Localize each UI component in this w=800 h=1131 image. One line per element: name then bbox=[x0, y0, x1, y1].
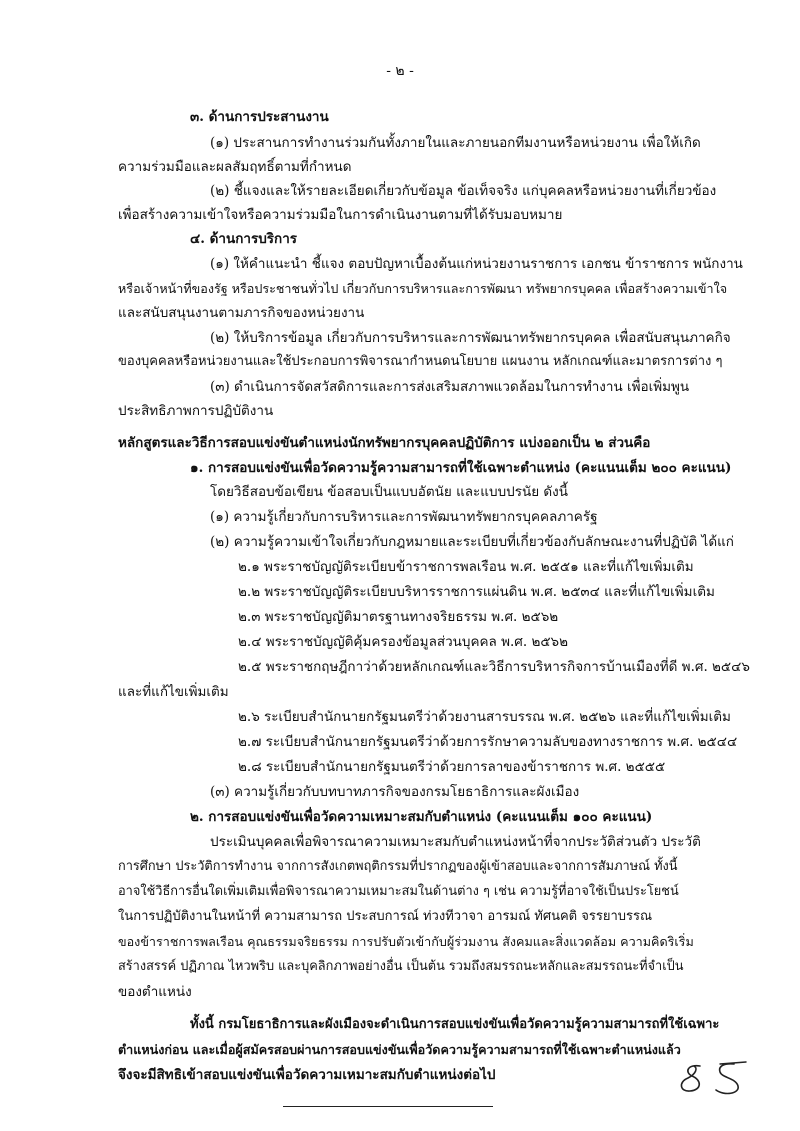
part-2-line: อาจใช้วิธีการอื่นใดเพิ่มเติมเพื่อพิจารณาความเหมาะสมในด้านต่าง ๆ เช่น ความรู้ที่อาจใช้เป็นประโยชน์ bbox=[118, 884, 679, 899]
handwritten-mark bbox=[676, 1058, 754, 1098]
part-1-item: (๓) ความรู้เกี่ยวกับบทบาทภารกิจของกรมโยธาธิการและผังเมือง bbox=[210, 784, 580, 800]
section-4-line: ประสิทธิภาพการปฏิบัติงาน bbox=[118, 403, 274, 419]
section-4-line: (๒) ให้บริการข้อมูล เกี่ยวกับการบริหารและการพัฒนาทรัพยากรบุคคล เพื่อสนับสนุนภาคกิจ bbox=[210, 330, 731, 346]
section-3-line: เพื่อสร้างความเข้าใจหรือความร่วมมือในการดำเนินงานตามที่ได้รับมอบหมาย bbox=[118, 207, 563, 223]
part-1-item: (๑) ความรู้เกี่ยวกับการบริหารและการพัฒนาทรัพยากรบุคคลภาครัฐ bbox=[210, 509, 598, 525]
law-item: ๒.๓ พระราชบัญญัติมาตรฐานทางจริยธรรม พ.ศ. ๒๕๖๒ bbox=[238, 609, 559, 625]
part-2-line: ประเมินบุคคลเพื่อพิจารณาความเหมาะสมกับตำแหน่งหน้าที่จากประวัติส่วนตัว ประวัติ bbox=[210, 834, 701, 850]
part-1-method: โดยวิธีสอบข้อเขียน ข้อสอบเป็นแบบอัตนัย และแบบปรนัย ดังนี้ bbox=[210, 484, 568, 500]
section-4-title: ๔. ด้านการบริการ bbox=[190, 231, 298, 247]
law-item: ๒.๕ พระราชกฤษฎีกาว่าด้วยหลักเกณฑ์และวิธีการบริหารกิจการบ้านเมืองที่ดี พ.ศ. ๒๕๔๖ bbox=[238, 659, 750, 675]
law-item: และที่แก้ไขเพิ่มเติม bbox=[118, 684, 229, 700]
law-item: ๒.๗ ระเบียบสำนักนายกรัฐมนตรีว่าด้วยการรักษาความลับของทางราชการ พ.ศ. ๒๕๔๔ bbox=[238, 734, 738, 750]
part-1-title: ๑. การสอบแข่งขันเพื่อวัดความรู้ความสามารถที่ใช้เฉพาะตำแหน่ง (คะแนนเต็ม ๒๐๐ คะแนน) bbox=[190, 460, 732, 476]
section-3-line: (๒) ชี้แจงและให้รายละเอียดเกี่ยวกับข้อมูล ข้อเท็จจริง แก่บุคคลหรือหน่วยงานที่เกี่ยวข้อง bbox=[210, 183, 717, 199]
law-item: ๒.๖ ระเบียบสำนักนายกรัฐมนตรีว่าด้วยงานสารบรรณ พ.ศ. ๒๕๒๖ และที่แก้ไขเพิ่มเติม bbox=[238, 709, 731, 725]
section-4-line: (๑) ให้คำแนะนำ ชี้แจง ตอบปัญหาเบื้องต้นแก่หน่วยงานราชการ เอกชน ข้าราชการ พนักงาน bbox=[210, 256, 743, 272]
closing-line: ตำแหน่งก่อน และเมื่อผู้สมัครสอบผ่านการสอบแข่งขันเพื่อวัดความรู้ความสามารถที่ใช้เฉพาะตำแหน่งแล้ว bbox=[118, 1042, 681, 1057]
law-item: ๒.๘ ระเบียบสำนักนายกรัฐมนตรีว่าด้วยการลาของข้าราชการ พ.ศ. ๒๕๕๕ bbox=[238, 759, 666, 775]
law-item: ๒.๒ พระราชบัญญัติระเบียบบริหารราชการแผ่นดิน พ.ศ. ๒๕๓๔ และที่แก้ไขเพิ่มเติม bbox=[238, 584, 715, 600]
section-4-line: ของบุคคลหรือหน่วยงานและใช้ประกอบการพิจารณากำหนดนโยบาย แผนงาน หลักเกณฑ์และมาตรการต่าง ๆ bbox=[118, 354, 723, 369]
law-item: ๒.๔ พระราชบัญญัติคุ้มครองข้อมูลส่วนบุคคล พ.ศ. ๒๕๖๒ bbox=[238, 634, 569, 650]
section-4-line: (๓) ดำเนินการจัดสวัสดิการและการส่งเสริมสภาพแวดล้อมในการทำงาน เพื่อเพิ่มพูน bbox=[210, 379, 690, 395]
page-number: - ๒ - bbox=[386, 63, 414, 79]
law-item: ๒.๑ พระราชบัญญัติระเบียบข้าราชการพลเรือน พ.ศ. ๒๕๕๑ และที่แก้ไขเพิ่มเติม bbox=[238, 559, 694, 575]
closing-line: จึงจะมีสิทธิเข้าสอบแข่งขันเพื่อวัดความเหมาะสมกับตำแหน่งต่อไป bbox=[118, 1067, 496, 1083]
curriculum-heading: หลักสูตรและวิธีการสอบแข่งขันตำแหน่งนักทรัพยากรบุคคลปฏิบัติการ แบ่งออกเป็น ๒ ส่วนคือ bbox=[118, 435, 651, 451]
section-4-line: หรือเจ้าหน้าที่ของรัฐ หรือประชาชนทั่วไป เกี่ยวกับการบริหารและการพัฒนา ทรัพยากรบุคคล เพื่อสร้างความเข้าใจ bbox=[118, 281, 728, 296]
part-2-line: ของตำแหน่ง bbox=[118, 984, 192, 1000]
part-1-item: (๒) ความรู้ความเข้าใจเกี่ยวกับกฎหมายและระเบียบที่เกี่ยวข้องกับลักษณะงานที่ปฏิบัติ ได้แก่ bbox=[210, 534, 734, 550]
section-3-line: ความร่วมมือและผลสัมฤทธิ์ตามที่กำหนด bbox=[118, 159, 352, 175]
handwritten-mark-icon bbox=[676, 1058, 754, 1098]
closing-line: ทั้งนี้ กรมโยธาธิการและผังเมืองจะดำเนินการสอบแข่งขันเพื่อวัดความรู้ความสามารถที่ใช้เฉพาะ bbox=[190, 1017, 720, 1032]
part-2-line: ในการปฏิบัติงานในหน้าที่ ความสามารถ ประสบการณ์ ท่วงทีวาจา อารมณ์ ทัศนคติ จรรยาบรรณ bbox=[118, 909, 653, 924]
section-3-line: (๑) ประสานการทำงานร่วมกันทั้งภายในและภายนอกทีมงานหรือหน่วยงาน เพื่อให้เกิด bbox=[210, 135, 701, 151]
section-3-title: ๓. ด้านการประสานงาน bbox=[190, 109, 329, 125]
end-divider bbox=[283, 1106, 493, 1107]
part-2-title: ๒. การสอบแข่งขันเพื่อวัดความเหมาะสมกับตำแหน่ง (คะแนนเต็ม ๑๐๐ คะแนน) bbox=[190, 809, 653, 825]
part-2-line: การศึกษา ประวัติการทำงาน จากการสังเกตพฤติกรรมที่ปรากฏของผู้เข้าสอบและจากการสัมภาษณ์ ทั้งนี้ bbox=[118, 859, 678, 874]
part-2-line: ของข้าราชการพลเรือน คุณธรรมจริยธรรม การปรับตัวเข้ากับผู้ร่วมงาน สังคมและสิ่งแวดล้อม ความคิดริเริ่ม bbox=[118, 934, 694, 949]
section-4-line: และสนับสนุนงานตามภารกิจของหน่วยงาน bbox=[118, 305, 365, 321]
part-2-line: สร้างสรรค์ ปฏิภาณ ไหวพริบ และบุคลิกภาพอย่างอื่น เป็นต้น รวมถึงสมรรถนะหลักและสมรรถนะที่จำเป็น bbox=[118, 959, 684, 974]
